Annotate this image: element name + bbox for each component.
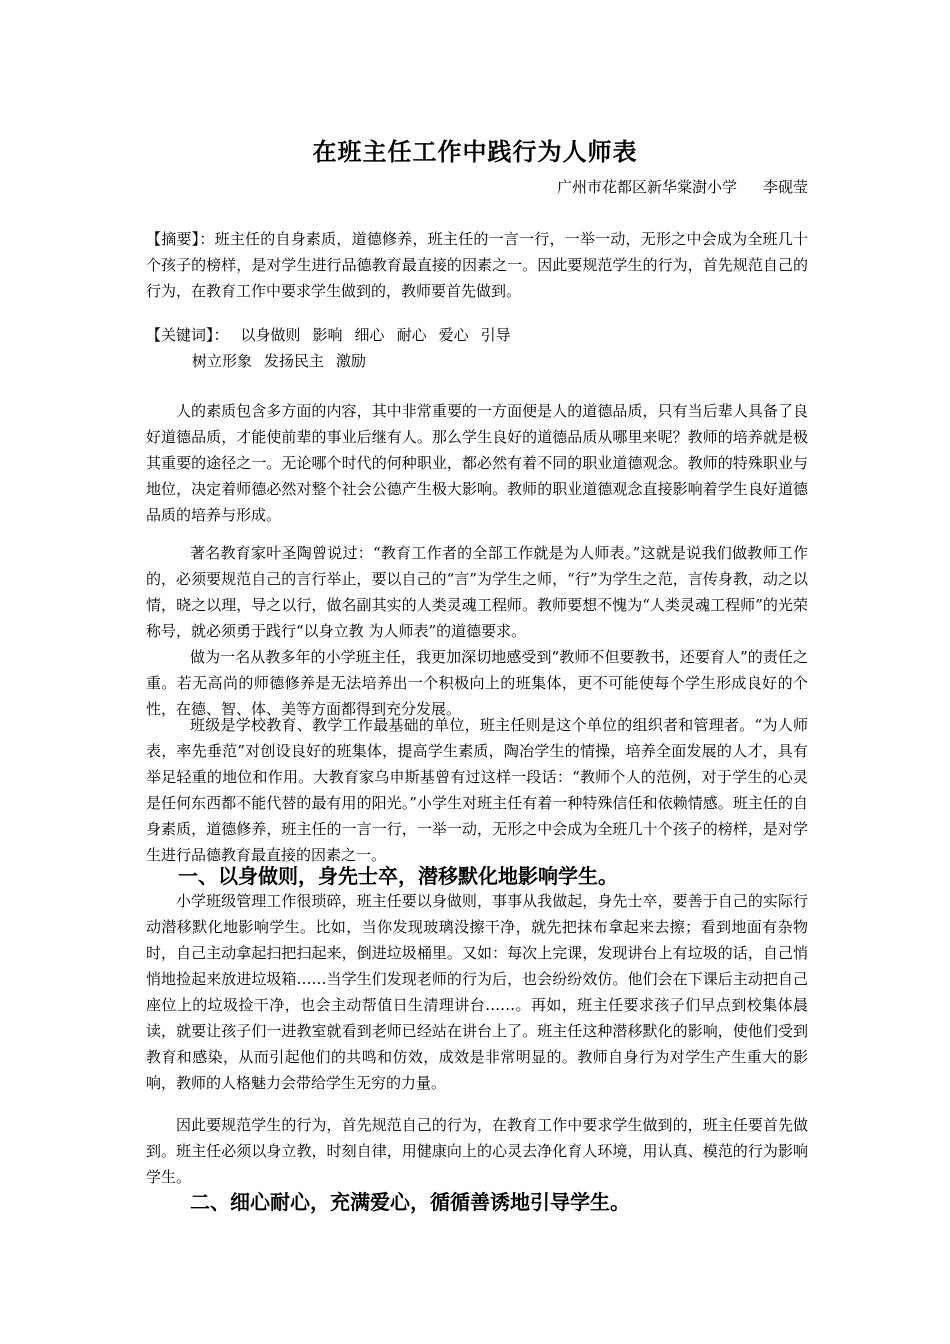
keywords-line-2 (192, 350, 366, 371)
body-paragraph: 做为一名从教多年的小学班主任，我更加深切地感受到“教师不但要教书，还要育人”的责任之重。若无高尚的师德修养是无法培养出一个积极向上的班集体，更不可能使每个学生形成良好的个性，在德、智、体、美等方面都得到充分发展。 (146, 648, 808, 718)
body-paragraph: 著名教育家叶圣陶曾说过：“教育工作者的全部工作就是为人师表。”这就是说我们做教师工作的，必须要规范自己的言行举止，要以自己的“言”为学生之师，“行”为学生之范，言传身教，动之以情，晓之以理，导之以行，做名副其实的人类灵魂工程师。教师要想不愧为“人类灵魂工程师”的光荣称号，就必须勇于践行“以身立教 为人师表”的道德要求。 (146, 544, 808, 640)
keywords-line-1 (146, 324, 511, 345)
body-paragraph: 小学班级管理工作很琐碎，班主任要以身做则，事事从我做起，身先士卒，要善于自己的实际行动潜移默化地影响学生。比如，当你发现玻璃没擦干净，就先把抹布拿起来去擦；看到地面有杂物时，自己主动拿起扫把扫起来，倒进垃圾桶里。又如：每次上完课，发现讲台上有垃圾的话，自己悄悄地捡起来放进垃圾箱……当学生们发现老师的行为后，也会纷纷效仿。他们会在下课后主动把自己座位上的垃圾捡干净，也会主动帮值日生清理讲台……。再如，班主任要求孩子们早点到校集体晨读，就要让孩子们一进教室就看到老师已经站在讲台上了。班主任这种潜移默化的影响，使他们受到教育和感染，从而引起他们的共鸣和仿效，成效是非常明显的。教师自身行为对学生产生重大的影响，教师的人格魅力会带给学生无穷的力量。 (146, 892, 808, 1092)
keyword: 发扬民主 (264, 352, 325, 370)
keyword: 引导 (480, 326, 511, 344)
author-line (557, 176, 808, 197)
keywords-label: 【关键词】： (146, 326, 229, 344)
keyword: 爱心 (438, 326, 469, 344)
keyword: 细心 (354, 326, 385, 344)
body-paragraph: 人的素质包含多方面的内容，其中非常重要的一方面便是人的道德品质，只有当后辈人具备了良好道德品质，才能使前辈的事业后继有人。那么学生良好的道德品质从哪里来呢？教师的培养就是极其重要的途径之一。无论哪个时代的何种职业，都必然有着不同的职业道德观念。教师的特殊职业与地位，决定着师德必然对整个社会公德产生极大影响。教师的职业道德观念直接影响着学生良好道德品质的培养与形成。 (146, 402, 808, 524)
keyword: 激励 (336, 352, 367, 370)
author-name: 李砚莹 (762, 178, 808, 196)
keyword: 树立形象 (192, 352, 253, 370)
keyword: 影响 (312, 326, 343, 344)
abstract-label: 【摘要】 (146, 230, 200, 248)
keyword: 耐心 (396, 326, 427, 344)
author-school: 广州市花都区新华棠澍小学 (556, 178, 737, 196)
document-title: 在班主任工作中践行为人师表 (312, 137, 638, 166)
section-heading: 二、细心耐心，充满爱心，循循善诱地引导学生。 (190, 1190, 630, 1214)
abstract-text: ：班主任的自身素质，道德修养，班主任的一言一行，一举一动，无形之中会成为全班几十个孩子的榜样，是对学生进行品德教育最直接的因素之一。因此要规范学生的行为，首先规范自己的行为，在教育工作中要求学生做到的，教师要首先做到。 (146, 230, 808, 300)
body-paragraph: 因此要规范学生的行为，首先规范自己的行为，在教育工作中要求学生做到的，班主任要首先做到。班主任必须以身立教，时刻自律，用健康向上的心灵去净化育人环境，用认真、模范的行为影响学生。 (146, 1116, 808, 1186)
abstract (146, 226, 808, 304)
section-heading: 一、以身做则，身先士卒，潜移默化地影响学生。 (178, 864, 618, 888)
body-paragraph: 班级是学校教育、教学工作最基础的单位，班主任则是这个单位的组织者和管理者。“为人师表，率先垂范”对创设良好的班集体，提高学生素质，陶冶学生的情操，培养全面发展的人才，具有举足轻重的地位和作用。大教育家乌申斯基曾有过这样一段话：“教师个人的范例，对于学生的心灵是任何东西都不能代替的最有用的阳光。”小学生对班主任有着一种特殊信任和依赖情感。班主任的自身素质，道德修养，班主任的一言一行，一举一动，无形之中会成为全班几十个孩子的榜样，是对学生进行品德教育最直接的因素之一。 (146, 716, 808, 864)
keyword: 以身做则 (240, 326, 301, 344)
